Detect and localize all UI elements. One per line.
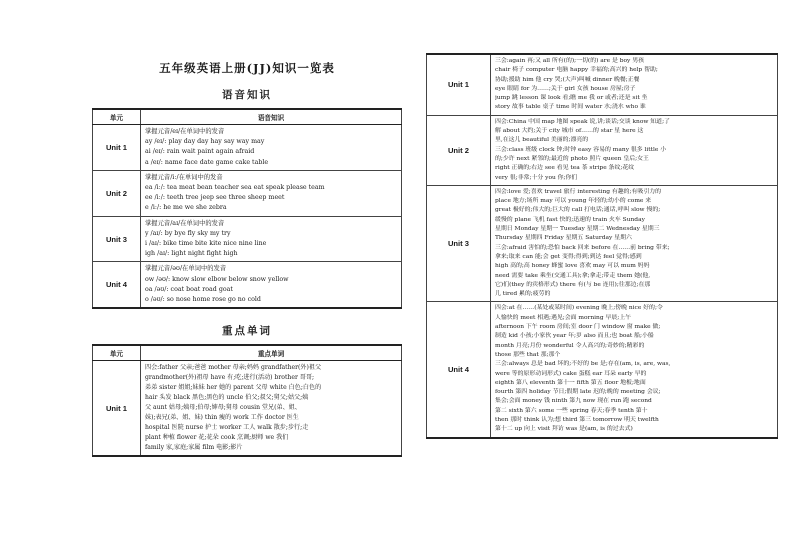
vocab-unit-3: Unit 3	[427, 185, 491, 302]
vocab-line: jump 跳 lesson 课 look 看;瞧 me 我 or 或者;还是 sit 坐	[495, 95, 648, 102]
vocab-line: 四会:China 中国 map 地图 speak 说,讲;谈话;交谈 know 知道;了	[495, 118, 670, 125]
vocab-line: 弟弟 sister 姐姐;妹妹 her 她的 parent 父母 white 白色;白色的	[145, 384, 322, 392]
vocab-line: need 需要 take 乘坐(交通工具);拿;拿走;带走 them 她(他,	[495, 272, 651, 279]
vocab-line: place 地方;场所 may 可以 young 年轻的;幼小的 come 来	[495, 198, 652, 205]
phonics-line: ay /eɪ/: play day day hay say way may	[145, 138, 265, 146]
vocab-row	[93, 361, 402, 457]
vocab-line: 父 aunt 姑母;姨母;伯母;婶母;舅母 cousin 堂兄(弟、姐、	[145, 404, 301, 412]
vocab-line: eye 眼睛 for 为……;关于 girl 女孩 house 房屋;房子	[495, 85, 636, 92]
phonics-line: i /aɪ/: bike time bite kite nice nine line	[145, 240, 267, 248]
vocab-line: 第二 sixth 第六 some 一些 spring 春天;春季 tenth 第十	[495, 407, 648, 414]
vocab-line: 三会:class 班级 clock 钟;时钟 easy 容易的 many 很多 little 小	[495, 146, 667, 153]
vocab-line: 制造 kid 小孩;小家伙 year 年;岁 also 而且;也 boat 船;小船	[495, 333, 654, 340]
vocab-line: 人愉快的 meet 相遇;遇见;会面 morning 早晨;上午	[495, 314, 632, 321]
vocab-row	[427, 302, 778, 438]
vocab-line: 三会:afraid 害怕的;恐怕 back 回来 before 在……前 bring 带来;	[495, 244, 670, 251]
vocab-content-1	[141, 361, 402, 457]
vocab-line: month 月亮;月份 wonderful 令人高兴的;奇妙的;精彩的	[495, 342, 645, 349]
vocab-line: story 故事 table 桌子 time 时间 water 水;浇水 who 谁	[495, 104, 646, 111]
vocab-line: afternoon 下午 room 房间;室 door 门 window 窗 make 做;	[495, 324, 661, 331]
phonics-line: oa /əʊ/: coat boat road goat	[145, 285, 233, 293]
vocab-line: 三会:always 总是 bad 坏的;不好的 be 是;存在(am, is, are, was,	[495, 361, 671, 368]
vocab-line: plant 种植 flower 花;花朵 cook 烹调;厨师 we 我们	[145, 434, 289, 442]
phonics-line: a /eɪ/: name face date game cake table	[145, 158, 269, 166]
vocab-col-unit: 单元	[93, 345, 141, 361]
phonics-line: y /aɪ/: by bye fly sky my try	[145, 229, 231, 237]
vocab-line: Thursday 星期四 Friday 星期五 Saturday 星期六	[495, 235, 632, 242]
vocab-line: hair 头发 black 黑色;黑色的 uncle 伯父;叔父;舅父;姑父;姨	[145, 394, 309, 402]
phonics-header-row	[93, 109, 402, 125]
phonics-line: ee /iː/: teeth tree jeep see three sheep meet	[145, 194, 285, 202]
vocab-unit-2: Unit 2	[427, 115, 491, 185]
phonics-line: 掌握元音/eɪ/在单词中的发音	[145, 128, 225, 135]
vocab-line: 里,在这儿 beautiful 美丽的;漂亮的	[495, 137, 589, 144]
phonics-unit-2: Unit 2	[93, 170, 141, 216]
vocab-line: 四会:father 父亲;爸爸 mother 母亲;妈妈 grandfather(外)祖父	[145, 364, 322, 372]
vocab-row	[427, 54, 778, 115]
vocab-section-title: 重点单词	[222, 325, 272, 338]
left-column	[92, 60, 402, 457]
vocab-content-1-cont	[491, 54, 778, 115]
vocab-content-4	[491, 302, 778, 438]
phonics-line: e /iː/: he me we she zebra	[145, 204, 227, 212]
vocab-unit-4: Unit 4	[427, 302, 491, 438]
phonics-content-4	[141, 262, 402, 308]
phonics-col-unit: 单元	[93, 109, 141, 125]
vocab-unit-1: Unit 1	[93, 361, 141, 457]
vocab-line: 集会;会面 money 钱 ninth 第九 now 现在 run 跑 second	[495, 398, 652, 405]
vocab-line: eighth 第八 eleventh 第十一 fifth 第五 floor 地板;地面	[495, 379, 646, 386]
vocab-unit-1-cont: Unit 1	[427, 54, 491, 115]
vocab-line: 它)们(they 的宾格形式) there 有(与 be 连用);往那边;在那	[495, 281, 651, 288]
vocab-line: 妹);表兄(弟、姐、妹) thin 瘦的 work 工作 doctor 医生	[145, 414, 299, 422]
phonics-content-3	[141, 216, 402, 262]
phonics-content-2	[141, 170, 402, 216]
phonics-line: 掌握元音/iː/在单词中的发音	[145, 173, 223, 181]
phonics-unit-1: Unit 1	[93, 125, 141, 171]
vocab-line: 四会:love 爱;喜欢 travel 旅行 interesting 有趣的;有吸引力的	[495, 188, 661, 195]
phonics-line: ea /iː/: tea meat bean teacher sea eat speak please team	[145, 184, 325, 192]
vocab-line: grandmother(外)祖母 have 有;吃;进行(活动) brother 哥哥;	[145, 374, 315, 382]
vocab-line: family 家,家庭;家属 film 电影;影片	[145, 444, 243, 452]
vocab-line: 缓慢的 plane 飞机 fast 快的;迅速的 train 火车 Sunday	[495, 216, 645, 223]
vocab-content-2	[491, 115, 778, 185]
vocab-line: 第十二 up 向上 visit 拜访 was 是(am, is 的过去式)	[495, 426, 633, 433]
vocab-line: 儿 tired 累的;疲劳的	[495, 291, 551, 298]
vocab-line: hospital 医院 nurse 护士 worker 工人 walk 散步;步行;走	[145, 424, 309, 432]
vocab-line: right 正确的;右边 see 看见 tea 茶 stripe 条纹;花纹	[495, 165, 635, 172]
phonics-line: ow /əʊ/: know slow elbow below snow yellow	[145, 275, 289, 283]
vocab-line: very 很;非常;十分 you 你;你们	[495, 174, 578, 181]
phonics-col-content: 语音知识	[141, 109, 402, 125]
vocab-line: great 极好的;伟大的;巨大的 call 打电话;通话,呼叫 slow 慢的;	[495, 207, 661, 214]
phonics-unit-4: Unit 4	[93, 262, 141, 308]
vocab-content-3	[491, 185, 778, 302]
vocab-line: 拿来;取来 can 能;会 get 变得;得到;到达 feel 觉得;感到	[495, 253, 642, 260]
vocab-row	[427, 115, 778, 185]
vocab-col-content: 重点单词	[141, 345, 402, 361]
vocab-table-left	[92, 344, 402, 457]
phonics-row	[93, 125, 402, 171]
phonics-table	[92, 108, 402, 309]
vocab-line: 三会:again 再;又 all 所有(的);一切(的) are 是 boy 男孩	[495, 58, 645, 64]
vocab-row	[427, 185, 778, 302]
vocab-table-right	[426, 53, 778, 439]
page-title: 五年级英语上册(JJ)知识一览表	[159, 61, 335, 75]
phonics-unit-3: Unit 3	[93, 216, 141, 262]
vocab-line: fourth 第四 holiday 节日;假期 late 迟的;晚的 meeting 会议;	[495, 389, 661, 396]
vocab-line: 协助;援助 him 他 cry 哭;(大声)叫喊 dinner 晚餐;正餐	[495, 76, 640, 83]
phonics-line: 掌握元音/əʊ/在单词中的发音	[145, 265, 227, 273]
phonics-content-1	[141, 125, 402, 171]
vocab-line: 解 about 大约;关于 city 城市 of……的 star 星 here 这	[495, 128, 644, 135]
phonics-row	[93, 216, 402, 262]
phonics-row	[93, 170, 402, 216]
phonics-line: igh /aɪ/: light night fight high	[145, 250, 238, 258]
phonics-line: 掌握元音/aɪ/在单词中的发音	[145, 219, 225, 227]
vocab-line: 的;少许 next 紧邻的;最近的 photo 照片 queen 皇后;女王	[495, 155, 649, 162]
vocab-line: high 高的;高 honey 蜂蜜 love 喜欢 may 可以 mum 妈妈	[495, 263, 650, 270]
vocab-line: 星期日 Monday 星期一 Tuesday 星期二 Wednesday 星期三	[495, 226, 660, 233]
vocab-line: were 等的原形动词形式) cake 蛋糕 ear 耳朵 early 早的	[495, 370, 647, 377]
phonics-line: o /əʊ/: so nose home rose go no cold	[145, 296, 261, 304]
right-column	[426, 53, 778, 439]
vocab-header-row	[93, 345, 402, 361]
vocab-line: chair 椅子 computer 电脑 happy 幸福的;高兴的 help 帮助;	[495, 67, 658, 74]
phonics-section-title: 语音知识	[222, 89, 272, 101]
phonics-line: ai /eɪ/: rain wait paint again afraid	[145, 148, 255, 156]
vocab-line: 四会:at 在……(某处或某时间) evening 晚上;傍晚 nice 好的;令	[495, 305, 663, 312]
phonics-row	[93, 262, 402, 308]
vocab-line: those 那些 that 那;那个	[495, 351, 561, 358]
vocab-line: then 那时 think 认为;想 third 第三 tomorrow 明天 twelfth	[495, 416, 659, 423]
